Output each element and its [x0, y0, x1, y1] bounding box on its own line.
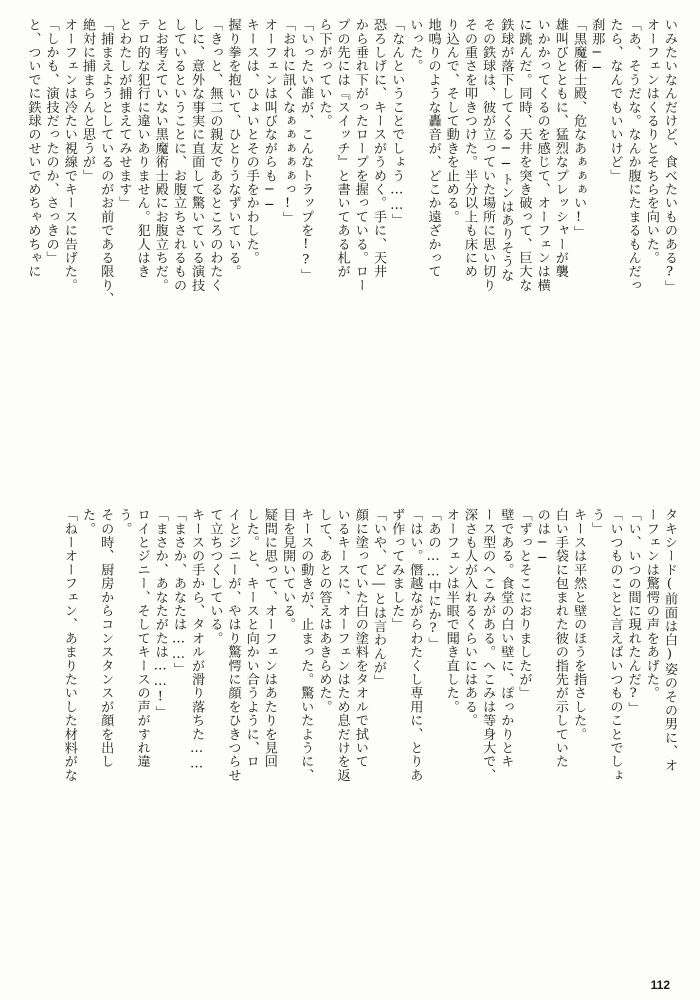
text-column: 「あ、そうだな。なんか腹にたまるもんだっ — [625, 18, 641, 292]
text-column: テロ的な犯行に違いありません。犯人はき — [134, 18, 150, 279]
text-column: 「ずっとそこにおりましたが」 — [516, 508, 532, 700]
text-column: いかかってくるのを感じて、オーフェンは横 — [534, 18, 550, 292]
text-column: と、ついでに鉄球のせいでめちゃめちゃに — [25, 18, 41, 279]
text-column: 「いや、ど―とは言わんが」 — [371, 508, 386, 688]
page-number: 112 — [650, 978, 670, 992]
text-column: う」 — [589, 508, 605, 536]
text-column: 「ねーオーフェン、あまりたいした材料がな — [61, 508, 77, 782]
text-column: 「いつものことと言えばいつものことでしょ — [607, 508, 623, 782]
top-text-tier — [22, 18, 678, 486]
text-column: キースの手から、タオルが滑り落ちた…… — [189, 508, 205, 772]
text-column: 「まさか、あなたは……」 — [170, 508, 186, 676]
text-column: 「黒魔術士殿、危なあぁぁぁい!」 — [571, 18, 587, 239]
text-column: 「あの……中にか?」 — [425, 508, 441, 651]
text-column: 白い手袋に包まれた彼の指先が示していた — [552, 508, 568, 769]
text-column: ず作ってみました」 — [389, 508, 405, 632]
text-column: いみたいなんだけど、食べたいものある?」 — [662, 18, 677, 294]
text-column: 鉄球が落下してくる──トンはありそうな — [498, 18, 514, 282]
text-column: から垂れ下がったロープを握っている。ロー — [352, 18, 368, 292]
text-column: 壁である。食堂の白い壁に、ぽっかりとキ — [498, 508, 514, 769]
text-column: ーフェンは驚愕の声をあげた。 — [643, 508, 659, 700]
text-column: 「捕まえようとしているのがお前である限り、 — [98, 18, 114, 306]
text-column: とお考えていない黒魔術士殿にお腹立ちだ。 — [152, 18, 168, 292]
text-column: その重さを叩きつけた。半分以上も床にめ — [461, 18, 477, 279]
text-column: 「なんということでしょう……」 — [389, 18, 405, 228]
text-column: しているということに、お腹立ちされるもの — [170, 18, 186, 292]
text-column: プの先には『スイッチ』と書いてある札が — [334, 18, 350, 279]
text-column: しに、意外な事実に直面して驚いている演技 — [189, 18, 205, 292]
text-column: 「おれに訊くなぁぁぁぁぁっ!」 — [280, 18, 296, 226]
text-column: 疑問に思って、オーフェンはあたりを見回 — [261, 508, 277, 769]
text-column: イとジニーが、やはり驚愕に顔をひきつらせ — [225, 508, 241, 782]
text-column: 「しかも、演技だったのか、さっきの」 — [43, 18, 59, 265]
text-column: り込んで、そして動きを止める。 — [443, 18, 459, 224]
text-column: 地鳴りのような轟音が、どこか遠ざかって — [425, 18, 441, 279]
text-column: オーフェンは冷たい視線でキースに告げた。 — [61, 18, 77, 292]
text-column: その鉄球は、彼が立っていた場所に思い切り — [480, 18, 496, 292]
text-column: 恐ろしげに、キースがうめく。手に、天井 — [371, 18, 386, 279]
text-column: ース型のへこみがある。へこみは等身大で、 — [480, 508, 496, 782]
text-column: オーフェンは半眼で聞き直した。 — [443, 508, 459, 714]
text-column: 「まさか、あなたがたは……!」 — [152, 508, 168, 719]
text-column: いるキースに、オーフェンはため息だけを返 — [334, 508, 350, 782]
text-column: 「きっと、無二の親友であるところのわたく — [207, 18, 223, 292]
text-column: 「はい。僭越ながらわたくし専用に、とりあ — [407, 508, 423, 782]
text-column: 刹那── — [589, 18, 605, 77]
text-column: 顔に塗っていた白の塗料をタオルで拭いて — [352, 508, 368, 769]
text-column: とわたしが捕まえてみせます」 — [116, 18, 132, 210]
text-column: ら下がっていた。 — [316, 18, 332, 128]
text-column: たら、なんでもいいけど」 — [607, 18, 623, 183]
text-column: に跳んだ。同時、天井を突き破って、巨大な — [516, 18, 532, 292]
text-column: オーフェンは叫びながらも── — [261, 18, 277, 214]
text-column: 「いったい誰が、こんなトラップを!?」 — [298, 18, 314, 282]
text-column: キースの動きが、止まった。驚いたように、 — [298, 508, 314, 782]
text-column: 深さも人が入れるくらいにはある。 — [461, 508, 477, 728]
text-column: う。 — [116, 508, 132, 536]
text-column: のは── — [534, 508, 550, 567]
text-column: した。と、キースと向かい合うように、ロ — [243, 508, 259, 769]
text-column: て立ちつくしている。 — [207, 508, 223, 645]
text-column: 目を見開いている。 — [280, 508, 296, 632]
text-column: 雄叫びとともに、猛烈なプレッシャーが襲 — [552, 18, 568, 279]
text-column: して、あとの答えはあきらめた。 — [316, 508, 332, 714]
text-column: ロイとジニー、そしてキースの声がすれ違 — [134, 508, 150, 769]
bottom-text-tier — [22, 508, 678, 976]
text-column: 握り拳を抱いて、ひとりうなずいている。 — [225, 18, 241, 279]
text-column: いった。 — [407, 18, 423, 73]
text-column: タキシード(前面は白)姿のその男に、オ — [662, 508, 677, 772]
text-column: た。 — [80, 508, 95, 536]
text-column: キースは平然と壁のほうを指さした。 — [571, 508, 587, 741]
text-column: その時、厨房からコンスタンスが顔を出し — [98, 508, 114, 769]
text-column: 絶対に捕まらんと思うが」 — [80, 18, 95, 183]
text-column: オーフェンはくるりとそちらを向いた。 — [643, 18, 659, 265]
text-column: 「い、いつの間に現れたんだ?」 — [625, 508, 641, 716]
text-column: キースは、ひょいとその手をかわした。 — [243, 18, 259, 265]
